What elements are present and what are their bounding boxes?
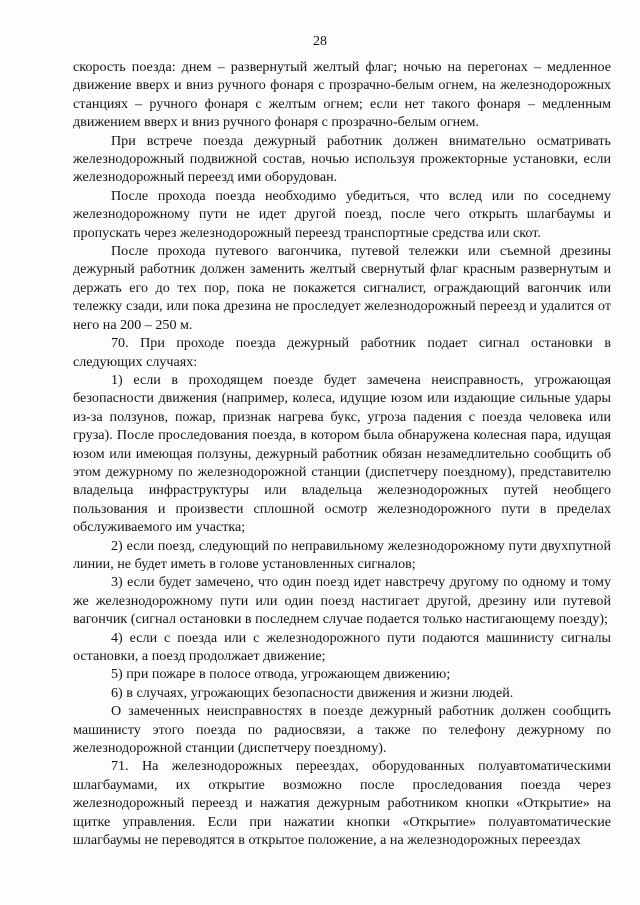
page-number: 28 (313, 34, 327, 49)
paragraph-clause-71: 71. На железнодорожных переездах, оборудованных полуавтоматическими шлагбаумами, их открытие возможно после проследования поезда через железнодорожный переезд и нажатия дежурным работником кнопки «Открытие» на щитке управления. Если при нажатии кнопки «Открытие» полуавтоматические шлагбаумы не переводятся в открытое положение, а на железнодорожных переездах (73, 758, 611, 849)
paragraph-after-train-passage: После прохода поезда необходимо убедиться, что вслед или по соседнему железнодорожному пути не идет другой поезд, после чего открыть шлагбаумы и пропускать через железнодорожный переезд транспортные средства или скот. (73, 187, 611, 241)
paragraph-train-meeting: При встрече поезда дежурный работник должен внимательно осматривать железнодорожный подвижной состав, ночью используя прожекторные установки, если железнодорожный переезд ими оборудован. (73, 132, 611, 186)
list-item-4: 4) если с поезда или с железнодорожного пути подаются машинисту сигналы остановки, а поезд продолжает движение; (73, 629, 611, 664)
list-item-3: 3) если будет замечено, что один поезд идет навстречу другому по одному и тому же железнодорожному пути или один поезд настигает другой, дрезину или путевой вагончик (сигнал остановки в последнем случае подается только настигающему поезду); (73, 574, 611, 628)
paragraph-clause-70: 70. При проходе поезда дежурный работник подает сигнал остановки в следующих случаях: (73, 335, 611, 370)
document-body (73, 58, 611, 849)
paragraph-after-railcar-passage: После прохода путевого вагончика, путевой тележки или съемной дрезины дежурный работник должен заменить желтый свернутый флаг красным развернутым и держать его до тех пор, пока не покажется сигналист, ограждающий вагончик или тележку сзади, или пока дрезина не проследует железнодорожный переезд и удалится от него на 200 – 250 м. (73, 243, 611, 333)
list-item-6: 6) в случаях, угрожающих безопасности движения и жизни людей. (111, 684, 514, 701)
paragraph-signal-speed: скорость поезда: днем – развернутый желтый флаг; ночью на перегонах – медленное движение вверх и вниз ручного фонаря с прозрачно-белым огнем, на железнодорожных станциях – ручного фонаря с желтым огнем; если нет такого фонаря – медленным движением вверх и вниз ручного фонаря с прозрачно-белым огнем. (73, 59, 611, 131)
paragraph-report-defects: О замеченных неисправностях в поезде дежурный работник должен сообщить машинисту этого поезда по радиосвязи, а также по телефону дежурному по железнодорожной станции (диспетчеру поездному). (73, 703, 611, 757)
list-item-1: 1) если в проходящем поезде будет замечена неисправность, угрожающая безопасности движения (например, колеса, идущие юзом или издающие сильные удары из-за ползунов, пожар, признак нагрева букс, угроза падения с поезда человека или груза). После проследования поезда, в котором была обнаружена колесная пара, идущая юзом или имеющая ползуны, дежурный работник обязан незамедлительно сообщить об этом дежурному по железнодорожной станции (диспетчеру поездному), представителю владельца инфраструктуры или владельца железнодорожных путей необщего пользования и произвести сплошной осмотр железнодорожного пути в пределах обслуживаемого им участка; (73, 371, 611, 536)
list-item-5: 5) при пожаре в полосе отвода, угрожающем движению; (111, 666, 451, 683)
list-item-2: 2) если поезд, следующий по неправильному железнодорожному пути двухпутной линии, не будет иметь в голове установленных сигналов; (73, 537, 611, 572)
